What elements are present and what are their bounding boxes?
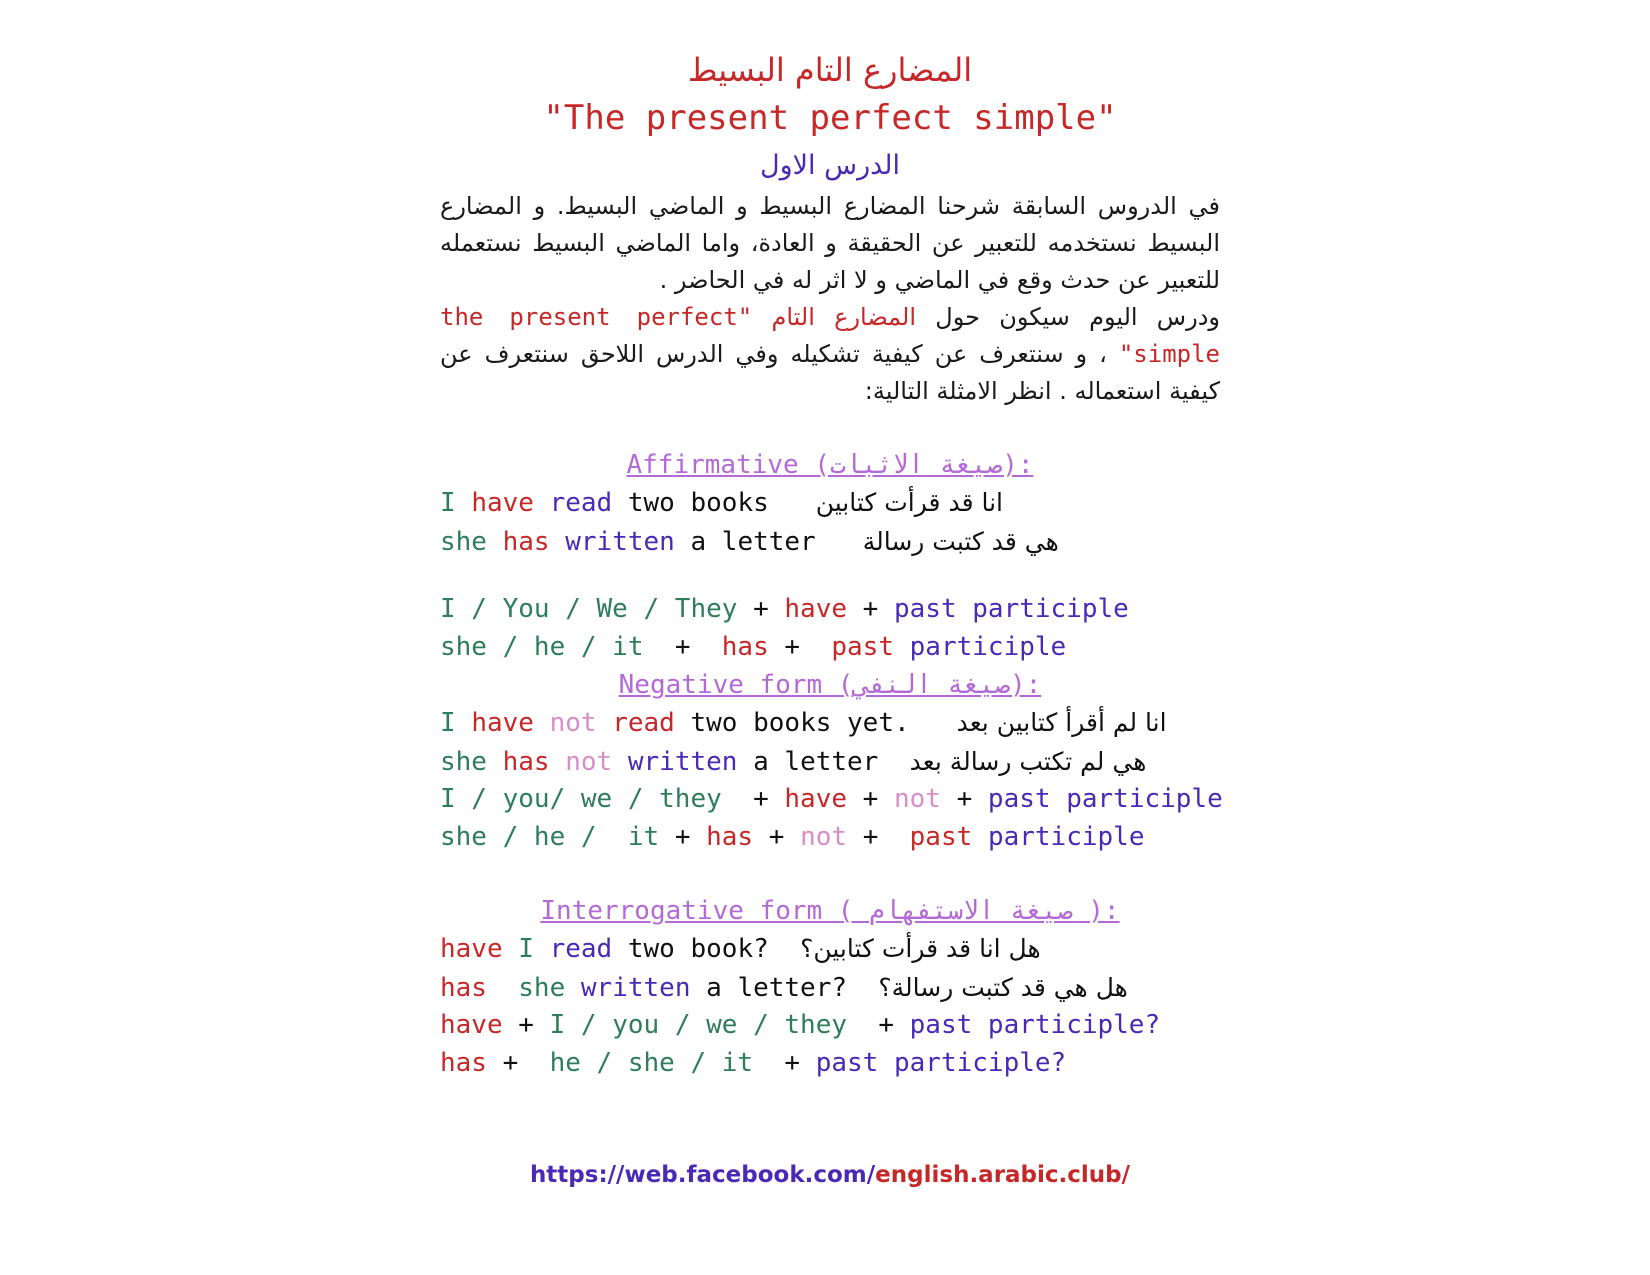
affirmative-example-1 [440, 484, 1220, 523]
lesson-label: الدرس الاول [759, 150, 901, 181]
intro-paragraph-2 [440, 299, 1220, 410]
rule-subject: he / she / it [549, 1047, 754, 1078]
link-part-1: https://web.facebook.com/ [529, 1162, 876, 1188]
ex-object: a letter? [706, 972, 848, 1003]
ex-aux: have [471, 488, 534, 518]
interrogative-rule-1 [440, 1007, 1220, 1045]
rule-subject: I / You / We / They [440, 594, 738, 624]
rule-plus: + [502, 1047, 519, 1078]
rule-plus: + [753, 594, 769, 624]
rule-plus: + [862, 821, 879, 852]
ex-aux: has [502, 526, 550, 557]
rule-aux: have [784, 784, 848, 814]
rule-subject: I / you / we / they [549, 1010, 848, 1040]
rule-pp: participle [909, 631, 1067, 662]
affirmative-rule-2 [440, 629, 1220, 667]
rule-plus: + [674, 631, 691, 662]
intro-p2-term-ar: المضارع التام [771, 303, 917, 331]
ex-verb: written [565, 526, 675, 557]
intro-p2-lead: ودرس اليوم سيكون حول [935, 303, 1220, 331]
rule-pp: past [815, 1047, 879, 1078]
ex-verb: written [580, 972, 691, 1003]
ex-object: a letter [690, 526, 816, 557]
interrogative-example-1 [440, 930, 1220, 969]
ex-object: two books [627, 488, 769, 518]
ex-subject: she [518, 972, 566, 1003]
affirmative-rule-1 [440, 591, 1220, 629]
rule-plus: + [784, 1047, 801, 1078]
rule-subject: she / he / it [440, 631, 644, 662]
rule-subject: I / you/ we / they [440, 784, 722, 814]
rule-pp: participle? [987, 1010, 1161, 1040]
ex-subject: I [440, 488, 456, 518]
rule-pp: past [987, 784, 1051, 814]
negative-example-2 [440, 743, 1220, 782]
title-english: "The present perfect simple" [543, 98, 1117, 138]
ex-arabic: انا لم أقرأ كتابين بعد [956, 708, 1167, 737]
ex-object: a letter [753, 746, 879, 777]
rule-plus: + [784, 631, 801, 662]
intro-paragraph-1: في الدروس السابقة شرحنا المضارع البسيط و الماضي البسيط. و المضارع البسيط نستخدمه للتعبير عن الحقيقة و العادة، واما الماضي البسيط نستعمله للتعبير عن حدث وقع في الماضي و لا اثر له في الحاضر . [440, 192, 1220, 294]
ex-subject: I [518, 934, 534, 964]
rule-plus: + [753, 784, 769, 814]
negative-rule-1 [440, 781, 1223, 819]
ex-negation: not [549, 708, 597, 738]
ex-arabic: هل انا قد قرأت كتابين؟ [800, 934, 1041, 963]
negative-heading: Negative form (صيغة النفي): [618, 670, 1042, 700]
ex-arabic: هي لم تكتب رسالة بعد [909, 746, 1147, 776]
interrogative-rule-2 [440, 1045, 1220, 1083]
ex-aux: has [440, 972, 487, 1003]
rule-pp: participle [1066, 784, 1223, 814]
rule-plus: + [956, 784, 973, 814]
rule-negation: not [800, 821, 848, 852]
rule-pp: past [909, 1010, 973, 1040]
facebook-link[interactable] [440, 1162, 1220, 1188]
rule-pp: participle [987, 821, 1145, 852]
rule-plus: + [862, 594, 879, 624]
intro-p2-term-en: "the present perfect simple" [440, 303, 1220, 368]
rule-negation: not [893, 784, 941, 814]
ex-verb: written [627, 746, 738, 777]
rule-plus: + [674, 821, 691, 852]
rule-aux: has [706, 821, 754, 852]
rule-aux: have [440, 1010, 503, 1040]
ex-verb: read [549, 934, 613, 964]
ex-aux: has [502, 746, 550, 777]
affirmative-example-2 [440, 523, 1220, 562]
rule-pp: past [893, 594, 957, 624]
ex-arabic: هي قد كتبت رسالة [862, 526, 1059, 556]
rule-aux: has [440, 1047, 487, 1078]
rule-pp: participle? [894, 1047, 1067, 1078]
ex-negation: not [565, 746, 613, 777]
intro-p2-rest: ، و سنتعرف عن كيفية تشكيله وفي الدرس اللاحق سنتعرف عن كيفية استعماله . انظر الامثلة التالية: [440, 340, 1220, 405]
interrogative-heading: Interrogative form ( صيغة الاستفهام ): [540, 896, 1120, 926]
ex-arabic: هل هي قد كتبت رسالة؟ [878, 972, 1128, 1002]
rule-plus: + [862, 784, 879, 814]
ex-verb: read [612, 708, 675, 738]
rule-plus: + [518, 1010, 534, 1040]
affirmative-heading: Affirmative (صيغة الاثبات): [626, 450, 1034, 480]
rule-pp: past [909, 821, 973, 852]
rule-pp: past [831, 631, 894, 662]
rule-plus: + [768, 821, 785, 852]
rule-aux: has [721, 631, 769, 662]
negative-rule-2 [440, 819, 1220, 857]
ex-subject: she [440, 746, 487, 777]
ex-aux: have [440, 934, 503, 964]
negative-example-1 [440, 704, 1220, 743]
ex-subject: I [440, 708, 456, 738]
link-part-2: english.arabic.club/ [875, 1162, 1131, 1188]
lesson-sheet [440, 48, 1223, 1082]
rule-plus: + [878, 1010, 894, 1040]
ex-aux: have [471, 708, 534, 738]
ex-object: two book? [627, 934, 769, 964]
rule-aux: have [784, 594, 848, 624]
ex-subject: she [440, 526, 487, 557]
interrogative-example-2 [440, 969, 1220, 1008]
ex-object: two books yet. [690, 708, 910, 738]
ex-verb: read [549, 488, 613, 518]
rule-pp: participle [972, 594, 1129, 624]
ex-arabic: انا قد قرأت كتابين [815, 488, 1003, 517]
rule-subject: she / he / it [440, 821, 660, 852]
title-arabic: المضارع التام البسيط [687, 51, 973, 89]
